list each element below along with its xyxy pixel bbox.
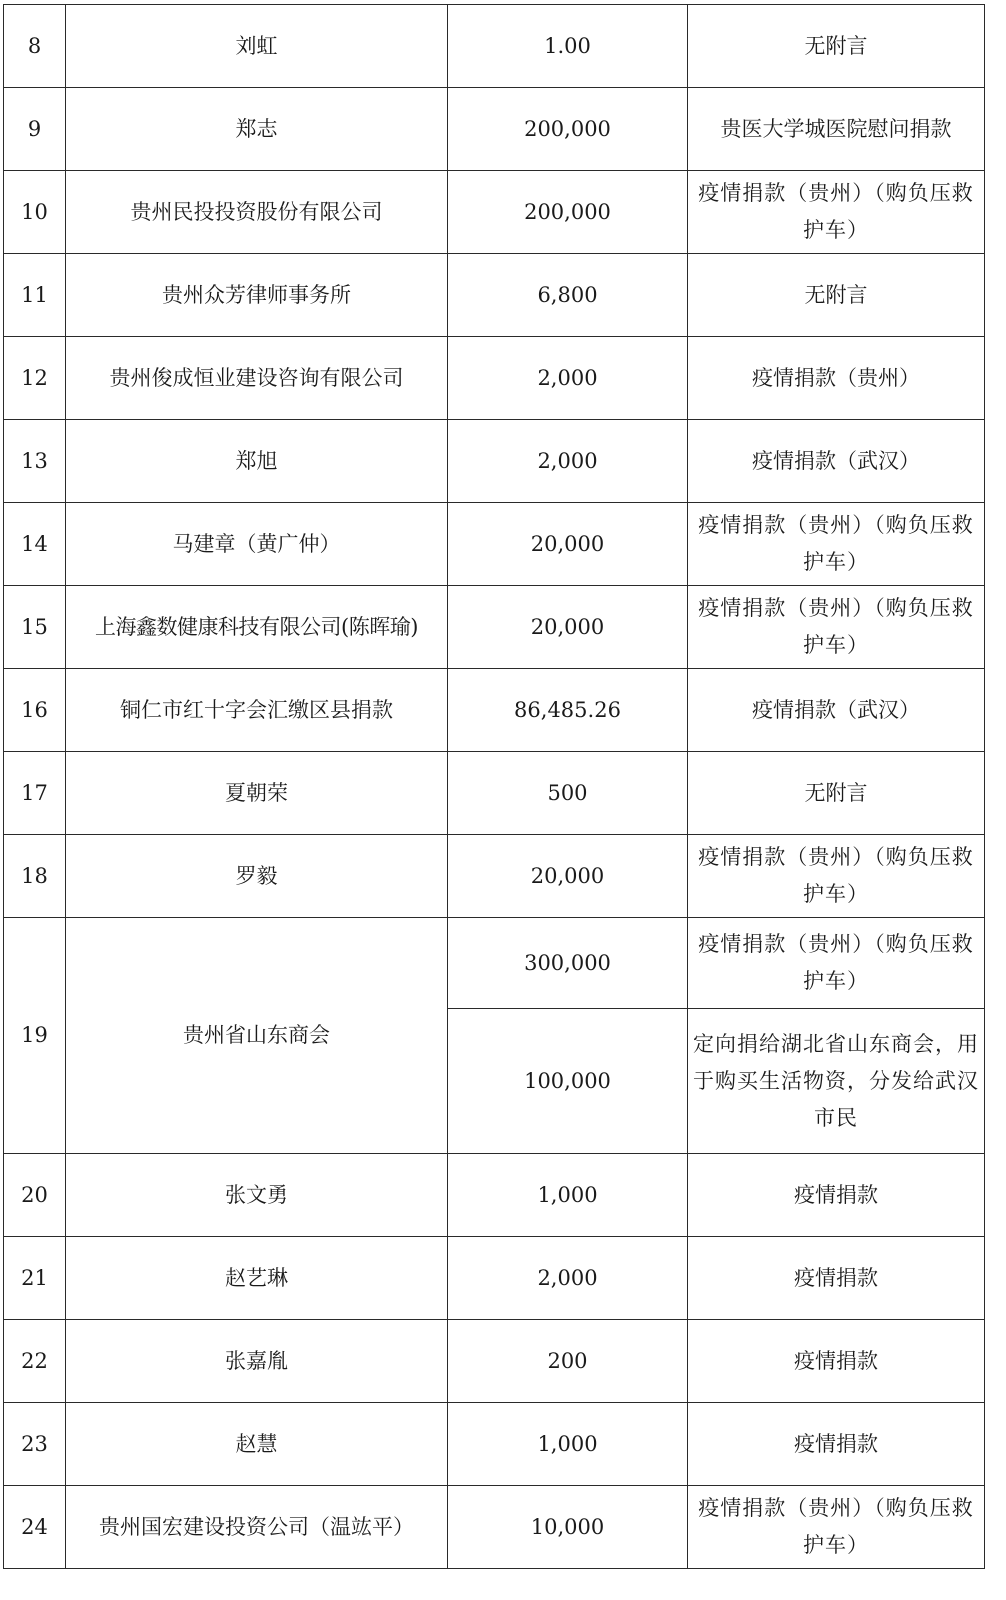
donor-name: 贵州省山东商会 xyxy=(66,918,448,1154)
donation-table xyxy=(3,4,985,1569)
donor-name: 刘虹 xyxy=(66,5,448,88)
table-row xyxy=(4,337,985,420)
row-number: 8 xyxy=(4,5,66,88)
row-number: 24 xyxy=(4,1486,66,1569)
row-number: 17 xyxy=(4,752,66,835)
table-row xyxy=(4,1320,985,1403)
table-row xyxy=(4,669,985,752)
donor-name: 郑志 xyxy=(66,88,448,171)
donation-amount: 500 xyxy=(448,752,688,835)
donation-amount: 1.00 xyxy=(448,5,688,88)
table-row xyxy=(4,1154,985,1237)
table-row xyxy=(4,1237,985,1320)
donation-note: 疫情捐款（贵州）（购负压救护车） xyxy=(688,1486,985,1569)
donor-name: 贵州俊成恒业建设咨询有限公司 xyxy=(66,337,448,420)
row-number: 18 xyxy=(4,835,66,918)
donation-note: 疫情捐款（贵州） xyxy=(688,337,985,420)
donation-note: 无附言 xyxy=(688,752,985,835)
row-number: 16 xyxy=(4,669,66,752)
donor-name: 赵艺琳 xyxy=(66,1237,448,1320)
donation-amount: 20,000 xyxy=(448,835,688,918)
donor-name: 罗毅 xyxy=(66,835,448,918)
row-number: 11 xyxy=(4,254,66,337)
donation-amount: 20,000 xyxy=(448,503,688,586)
row-number: 10 xyxy=(4,171,66,254)
donation-note: 疫情捐款（贵州）（购负压救护车） xyxy=(688,918,985,1009)
table-row xyxy=(4,503,985,586)
row-number: 14 xyxy=(4,503,66,586)
donation-note: 疫情捐款（武汉） xyxy=(688,420,985,503)
row-number: 15 xyxy=(4,586,66,669)
donor-name: 贵州国宏建设投资公司（温竑平） xyxy=(66,1486,448,1569)
donor-name: 夏朝荣 xyxy=(66,752,448,835)
donation-amount: 2,000 xyxy=(448,420,688,503)
donor-name: 马建章（黄广仲） xyxy=(66,503,448,586)
donation-amount: 10,000 xyxy=(448,1486,688,1569)
table-row xyxy=(4,918,985,1009)
table-row xyxy=(4,586,985,669)
donation-amount: 1,000 xyxy=(448,1154,688,1237)
donation-note: 疫情捐款（贵州）（购负压救护车） xyxy=(688,171,985,254)
donation-amount: 86,485.26 xyxy=(448,669,688,752)
donation-amount-2: 100,000 xyxy=(448,1009,688,1154)
donation-note: 疫情捐款（贵州）（购负压救护车） xyxy=(688,835,985,918)
donor-name: 上海鑫数健康科技有限公司(陈晖瑜) xyxy=(66,586,448,669)
donation-note: 疫情捐款 xyxy=(688,1154,985,1237)
table-row xyxy=(4,5,985,88)
table-row xyxy=(4,752,985,835)
donation-note: 疫情捐款 xyxy=(688,1237,985,1320)
donation-note: 疫情捐款（武汉） xyxy=(688,669,985,752)
table-row xyxy=(4,254,985,337)
table-row xyxy=(4,1403,985,1486)
table-row xyxy=(4,88,985,171)
donation-note: 疫情捐款 xyxy=(688,1403,985,1486)
donation-note: 疫情捐款（贵州）（购负压救护车） xyxy=(688,503,985,586)
donation-amount: 20,000 xyxy=(448,586,688,669)
donor-name: 贵州众芳律师事务所 xyxy=(66,254,448,337)
row-number: 22 xyxy=(4,1320,66,1403)
donation-amount: 2,000 xyxy=(448,337,688,420)
row-number: 13 xyxy=(4,420,66,503)
donation-note: 疫情捐款 xyxy=(688,1320,985,1403)
row-number: 21 xyxy=(4,1237,66,1320)
donor-name: 张文勇 xyxy=(66,1154,448,1237)
donation-note: 疫情捐款（贵州）（购负压救护车） xyxy=(688,586,985,669)
donor-name: 张嘉胤 xyxy=(66,1320,448,1403)
table-row xyxy=(4,171,985,254)
donation-amount: 200,000 xyxy=(448,171,688,254)
donor-name: 铜仁市红十字会汇缴区县捐款 xyxy=(66,669,448,752)
donation-amount: 200,000 xyxy=(448,88,688,171)
donor-name: 郑旭 xyxy=(66,420,448,503)
row-number: 19 xyxy=(4,918,66,1154)
donation-amount: 1,000 xyxy=(448,1403,688,1486)
donation-note: 贵医大学城医院慰问捐款 xyxy=(688,88,985,171)
row-number: 9 xyxy=(4,88,66,171)
row-number: 23 xyxy=(4,1403,66,1486)
donation-amount: 6,800 xyxy=(448,254,688,337)
donation-note: 无附言 xyxy=(688,5,985,88)
donor-name: 贵州民投投资股份有限公司 xyxy=(66,171,448,254)
donation-amount: 2,000 xyxy=(448,1237,688,1320)
table-row xyxy=(4,1486,985,1569)
donor-name: 赵慧 xyxy=(66,1403,448,1486)
donation-note-2: 定向捐给湖北省山东商会，用于购买生活物资，分发给武汉市民 xyxy=(688,1009,985,1154)
table-row xyxy=(4,835,985,918)
table-row xyxy=(4,420,985,503)
donation-amount: 300,000 xyxy=(448,918,688,1009)
row-number: 20 xyxy=(4,1154,66,1237)
donation-amount: 200 xyxy=(448,1320,688,1403)
donation-note: 无附言 xyxy=(688,254,985,337)
row-number: 12 xyxy=(4,337,66,420)
